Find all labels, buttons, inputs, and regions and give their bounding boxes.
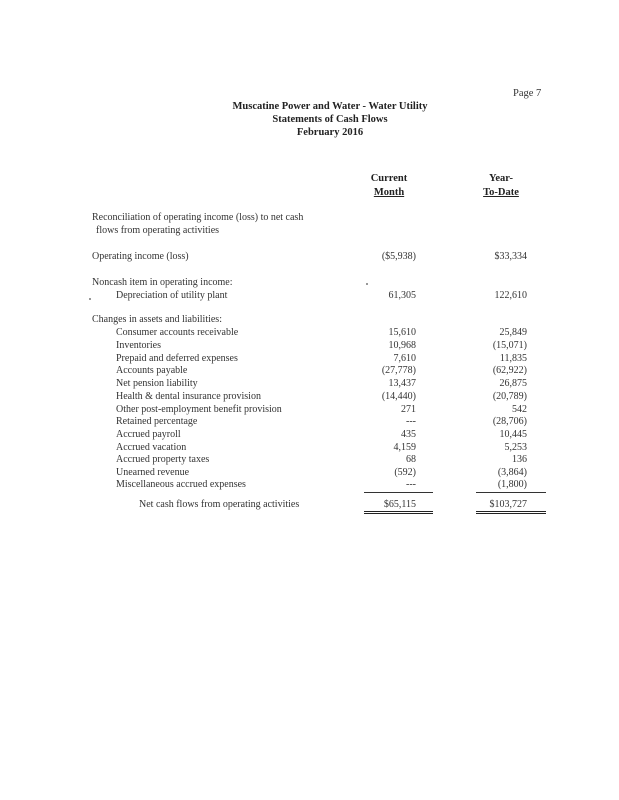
- company-title: Muscatine Power and Water - Water Utility: [232, 101, 428, 112]
- table-row: [0, 478, 619, 491]
- table-row: [0, 415, 619, 428]
- row-label: Consumer accounts receivable: [116, 327, 239, 338]
- current-month-value: ---: [406, 416, 416, 427]
- table-row: [0, 364, 619, 377]
- subtotal-rule-year-to-date: [476, 492, 546, 493]
- column-header-line: Current: [370, 173, 408, 184]
- row-label: Miscellaneous accrued expenses: [116, 479, 246, 490]
- year-to-date-value: 10,445: [499, 429, 527, 440]
- table-row-total: [0, 498, 619, 511]
- total-label: Net cash flows from operating activities: [139, 499, 300, 510]
- total-double-rule-year-to-date: [476, 511, 546, 514]
- year-to-date-value: (62,922): [492, 365, 527, 376]
- row-label: Inventories: [116, 340, 161, 351]
- year-to-date-value: (20,789): [492, 391, 527, 402]
- year-to-date-value: 122,610: [494, 290, 527, 301]
- page-number: Page 7: [513, 88, 542, 99]
- total-year-to-date-value: $103,727: [489, 499, 527, 510]
- section-intro-line: Reconciliation of operating income (loss) to net cash: [92, 212, 304, 223]
- year-to-date-value: 136: [512, 454, 527, 465]
- statement-title: Statements of Cash Flows: [272, 114, 388, 125]
- year-to-date-value: (28,706): [492, 416, 527, 427]
- row-label: Unearned revenue: [116, 467, 190, 478]
- noncash-heading: [0, 276, 619, 289]
- section-intro: [0, 224, 619, 237]
- current-month-value: 15,610: [388, 327, 416, 338]
- table-row: [0, 428, 619, 441]
- row-label: Depreciation of utility plant: [116, 290, 228, 301]
- current-month-value: 7,610: [393, 353, 416, 364]
- table-row: [0, 390, 619, 403]
- row-label: Other post-employment benefit provision: [116, 404, 282, 415]
- total-double-rule-current-month: [364, 511, 433, 514]
- column-header-line: Year-: [488, 173, 514, 184]
- current-month-value: 61,305: [388, 290, 416, 301]
- table-row-operating-income: [0, 250, 619, 263]
- total-current-month-value: $65,115: [383, 499, 416, 510]
- period-title: February 2016: [296, 127, 364, 138]
- row-label: Net pension liability: [116, 378, 198, 389]
- year-to-date-value: 26,875: [499, 378, 527, 389]
- section-intro-line: flows from operating activities: [96, 225, 220, 236]
- row-label: Operating income (loss): [92, 251, 189, 262]
- column-header-current-month: [349, 172, 429, 200]
- row-label: Health & dental insurance provision: [116, 391, 261, 402]
- table-row: [0, 326, 619, 339]
- current-month-value: 68: [406, 454, 416, 465]
- year-to-date-value: 11,835: [499, 353, 527, 364]
- current-month-value: 4,159: [393, 442, 416, 453]
- column-header-line: Month: [373, 187, 405, 198]
- current-month-value: ---: [406, 479, 416, 490]
- row-label: Accounts payable: [116, 365, 188, 376]
- changes-heading: [0, 313, 619, 326]
- year-to-date-value: 5,253: [504, 442, 527, 453]
- current-month-value: 13,437: [388, 378, 416, 389]
- current-month-value: (14,440): [381, 391, 416, 402]
- section-heading: Noncash item in operating income:: [92, 277, 233, 288]
- column-header-line: To-Date: [483, 187, 519, 198]
- year-to-date-value: 25,849: [499, 327, 527, 338]
- year-to-date-value: 542: [512, 404, 527, 415]
- current-month-value: (592): [394, 467, 416, 478]
- row-label: Accrued vacation: [116, 442, 187, 453]
- table-row: [0, 377, 619, 390]
- section-heading: Changes in assets and liabilities:: [92, 314, 222, 325]
- table-row: [0, 289, 619, 302]
- subtotal-rule-current-month: [364, 492, 433, 493]
- year-to-date-value: (3,864): [497, 467, 527, 478]
- scan-speck: [366, 283, 368, 285]
- current-month-value: 271: [401, 404, 416, 415]
- year-to-date-value: $33,334: [494, 251, 527, 262]
- row-label: Retained percentage: [116, 416, 198, 427]
- year-to-date-value: (15,071): [492, 340, 527, 351]
- table-row: [0, 453, 619, 466]
- table-row: [0, 339, 619, 352]
- year-to-date-value: (1,800): [497, 479, 527, 490]
- current-month-value: (27,778): [381, 365, 416, 376]
- row-label: Accrued property taxes: [116, 454, 210, 465]
- current-month-value: 10,968: [388, 340, 416, 351]
- section-intro: [0, 211, 619, 224]
- column-header-year-to-date: [461, 172, 541, 200]
- document-title: [180, 100, 480, 139]
- current-month-value: 435: [401, 429, 416, 440]
- row-label: Accrued payroll: [116, 429, 181, 440]
- row-label: Prepaid and deferred expenses: [116, 353, 238, 364]
- current-month-value: ($5,938): [381, 251, 416, 262]
